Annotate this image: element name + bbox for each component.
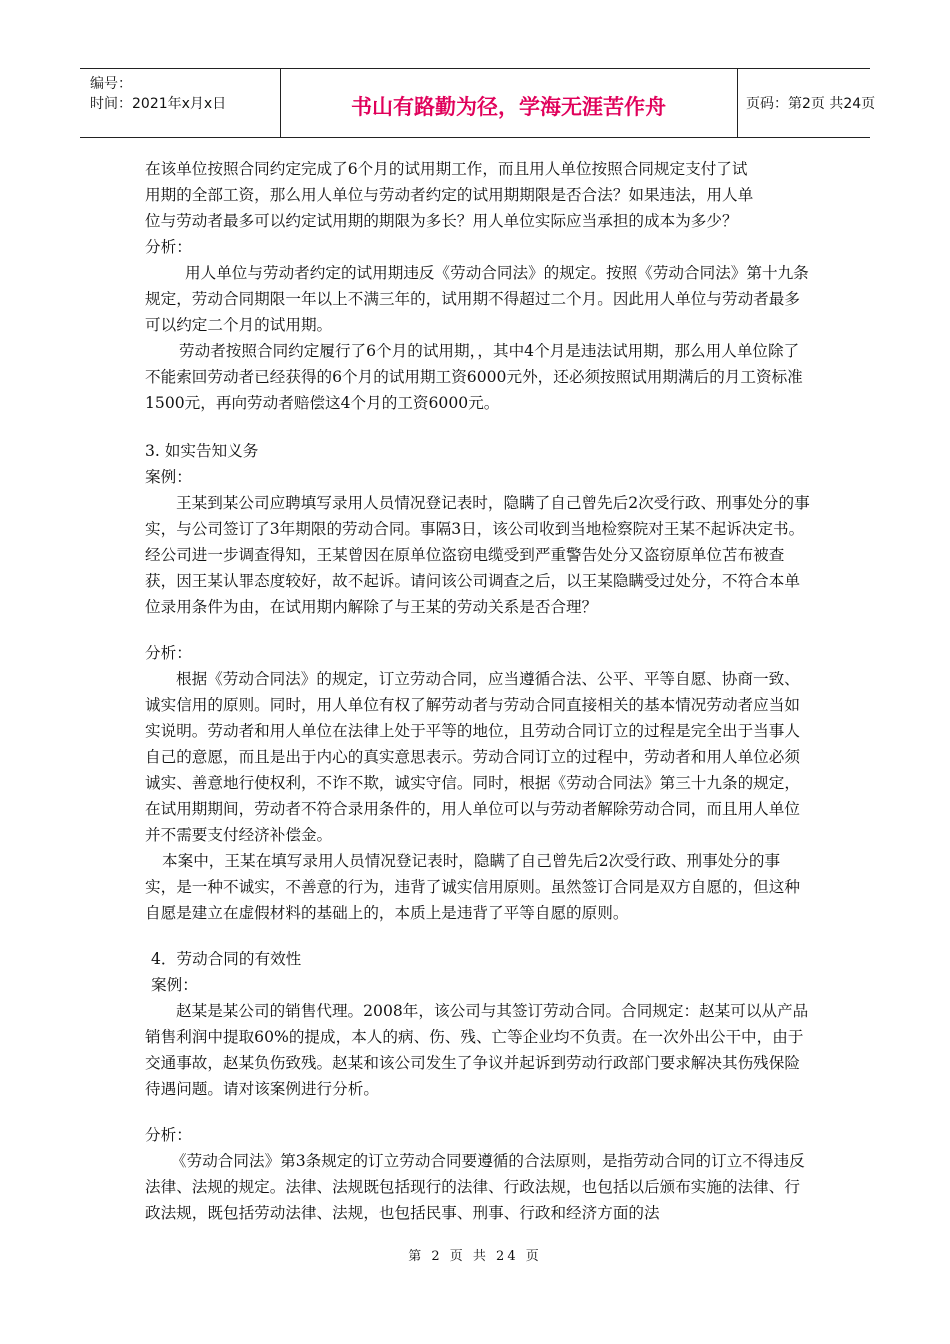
- section-title: 4．劳动合同的有效性: [151, 950, 302, 968]
- header-info-cell: [80, 69, 281, 137]
- intro-line: 位与劳动者最多可以约定试用期的期限为多长？用人单位实际应当承担的成本为多少？: [145, 212, 738, 230]
- analysis-label: 分析：: [145, 644, 192, 662]
- motto: 书山有路勤为径，学海无涯苦作舟: [351, 95, 666, 119]
- intro-line: 用期的全部工资，那么用人单位与劳动者约定的试用期期限是否合法？如果违法，用人单: [145, 186, 754, 204]
- paragraph: 用人单位与劳动者约定的试用期违反《劳动合同法》的规定。按照《劳动合同法》第十九条规定，劳动合同期限一年以上不满三年的，试用期不得超过二个月。因此用人单位与劳动者最多可以约定二个月的试用期。: [145, 264, 809, 334]
- paragraph: 王某到某公司应聘填写录用人员情况登记表时，隐瞒了自己曾先后2次受行政、刑事处分的事实，与公司签订了3年期限的劳动合同。事隔3日，该公司收到当地检察院对王某不起诉决定书。经公司进一步调查得知，王某曾因在原单位盗窃电缆受到严重警告处分又盗窃原单位苫布被查获，因王某认罪态度较好，故不起诉。请问该公司调查之后，以王某隐瞒受过处分，不符合本单位录用条件为由，在试用期内解除了与王某的劳动关系是否合理？: [145, 494, 810, 616]
- page-header: [80, 68, 876, 138]
- paragraph: 本案中，王某在填写录用人员情况登记表时，隐瞒了自己曾先后2次受行政、刑事处分的事实，是一种不诚实，不善意的行为，违背了诚实信用原则。虽然签订合同是双方自愿的，但这种自愿是建立在虚假材料的基础上的，本质上是违背了平等自愿的原则。: [145, 852, 800, 922]
- paragraph: 《劳动合同法》第3条规定的订立劳动合同要遵循的合法原则，是指劳动合同的订立不得违反法律、法规的规定。法律、法规既包括现行的法律、行政法规，也包括以后颁布实施的法律、行政法规，既包括劳动法律、法规，也包括民事、刑事、行政和经济方面的法: [145, 1152, 805, 1222]
- document-body: [145, 156, 810, 1226]
- header-motto-cell: [280, 69, 738, 137]
- paragraph: 劳动者按照合同约定履行了6个月的试用期，，其中4个月是违法试用期，那么用人单位除了不能索回劳动者已经获得的6个月的试用期工资6000元外，还必须按照试用期满后的月工资标准1500元，再向劳动者赔偿这4个月的工资6000元。: [145, 342, 803, 412]
- date-label: 时间：2021年x月x日: [90, 96, 227, 112]
- page-footer: 第 2 页 共 24 页: [408, 1249, 542, 1264]
- page-label: 页码：第2页 共24页: [746, 96, 876, 112]
- analysis-label: 分析：: [145, 1126, 192, 1144]
- header-page-cell: [738, 69, 876, 137]
- case-label: 案例：: [151, 976, 198, 994]
- code-label: 编号：: [90, 76, 132, 92]
- paragraph: 赵某是某公司的销售代理。2008年，该公司与其签订劳动合同。合同规定：赵某可以从产品销售利润中提取60%的提成，本人的病、伤、残、亡等企业均不负责。在一次外出公干中，由于交通事故，赵某负伤致残。赵某和该公司发生了争议并起诉到劳动行政部门要求解决其伤残保险待遇问题。请对该案例进行分析。: [145, 1002, 809, 1098]
- analysis-label: 分析：: [145, 238, 192, 256]
- paragraph: 根据《劳动合同法》的规定，订立劳动合同，应当遵循合法、公平、平等自愿、协商一致、诚实信用的原则。同时，用人单位有权了解劳动者与劳动合同直接相关的基本情况劳动者应当如实说明。劳动者和用人单位在法律上处于平等的地位，且劳动合同订立的过程是完全出于当事人自己的意愿，而且是出于内心的真实意思表示。劳动合同订立的过程中，劳动者和用人单位必须诚实、善意地行使权利，不诈不欺，诚实守信。同时，根据《劳动合同法》第三十九条的规定，在试用期期间，劳动者不符合录用条件的，用人单位可以与劳动者解除劳动合同，而且用人单位并不需要支付经济补偿金。: [145, 670, 800, 844]
- section-title: 3. 如实告知义务: [145, 442, 259, 460]
- intro-line: 在该单位按照合同约定完成了6个月的试用期工作，而且用人单位按照合同规定支付了试: [145, 160, 748, 178]
- case-label: 案例：: [145, 468, 192, 486]
